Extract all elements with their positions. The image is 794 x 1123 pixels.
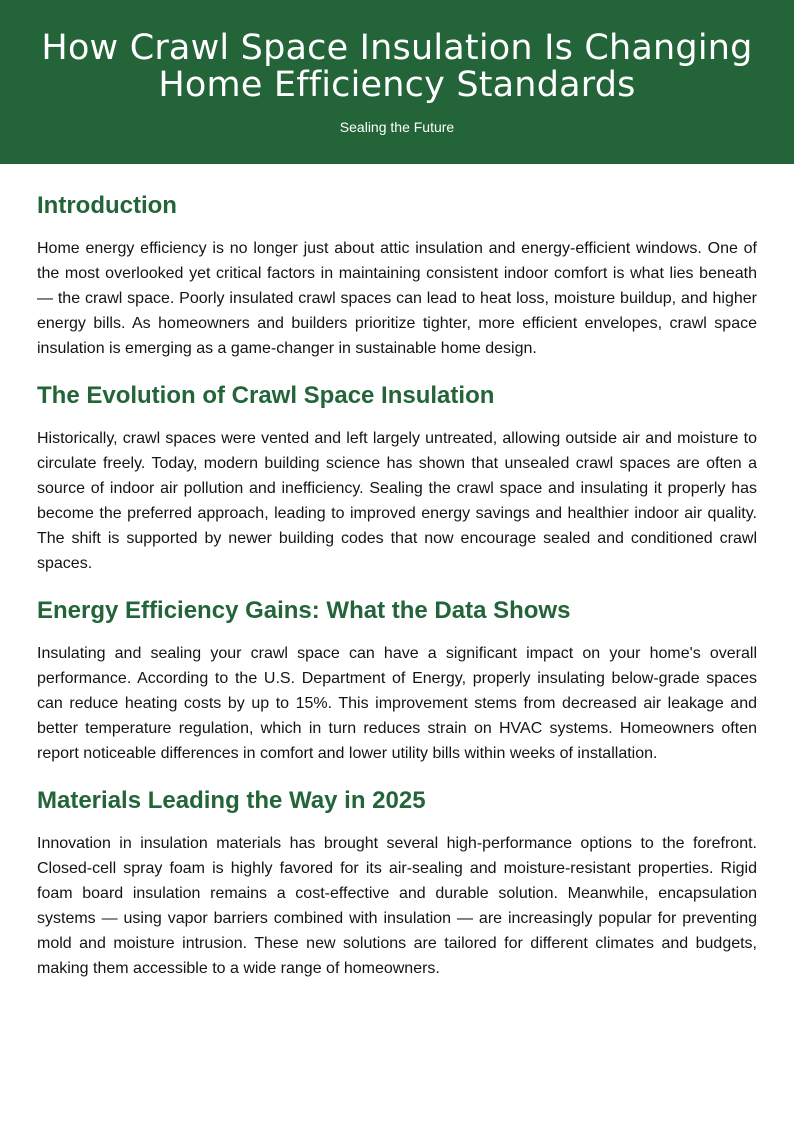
article-body <box>0 191 794 981</box>
section-paragraph: Insulating and sealing your crawl space can have a significant impact on your home's overall performance. According to the U.S. Department of Energy, properly insulating below-grade spaces can reduce heating costs by up to 15%. This improvement stems from decreased air leakage and better temperature regulation, which in turn reduces strain on HVAC systems. Homeowners often report noticeable differences in comfort and lower utility bills within weeks of installation. <box>37 645 757 762</box>
page-header <box>0 0 794 164</box>
section-heading: Energy Efficiency Gains: What the Data Shows <box>37 597 571 624</box>
page-title: How Crawl Space Insulation Is Changing Home Efficiency Standards <box>41 28 753 105</box>
section-heading: Introduction <box>37 192 177 219</box>
section-heading: Materials Leading the Way in 2025 <box>37 787 426 814</box>
section-introduction <box>37 191 757 361</box>
section-paragraph: Home energy efficiency is no longer just about attic insulation and energy-efficient windows. One of the most overlooked yet critical factors in maintaining consistent indoor comfort is what lies beneath — the crawl space. Poorly insulated crawl spaces can lead to heat loss, moisture buildup, and higher energy bills. As homeowners and builders prioritize tighter, more efficient envelopes, crawl space insulation is emerging as a game-changer in sustainable home design. <box>37 240 757 357</box>
section-paragraph: Innovation in insulation materials has brought several high-performance options to the forefront. Closed-cell spray foam is highly favored for its air-sealing and moisture-resistant properties. Rigid foam board insulation remains a cost-effective and durable solution. Meanwhile, encapsulation systems — using vapor barriers combined with insulation — are increasingly popular for preventing mold and moisture intrusion. These new solutions are tailored for different climates and budgets, making them accessible to a wide range of homeowners. <box>37 835 757 977</box>
section-materials <box>37 786 757 981</box>
section-energy-efficiency <box>37 596 757 766</box>
section-evolution <box>37 381 757 576</box>
section-heading: The Evolution of Crawl Space Insulation <box>37 382 495 409</box>
section-paragraph: Historically, crawl spaces were vented and left largely untreated, allowing outside air and moisture to circulate freely. Today, modern building science has shown that unsealed crawl spaces are often a source of indoor air pollution and inefficiency. Sealing the crawl space and insulating it properly has become the preferred approach, leading to improved energy savings and healthier indoor air quality. The shift is supported by newer building codes that now encourage sealed and conditioned crawl spaces. <box>37 430 757 572</box>
page-subtitle: Sealing the Future <box>339 119 455 135</box>
